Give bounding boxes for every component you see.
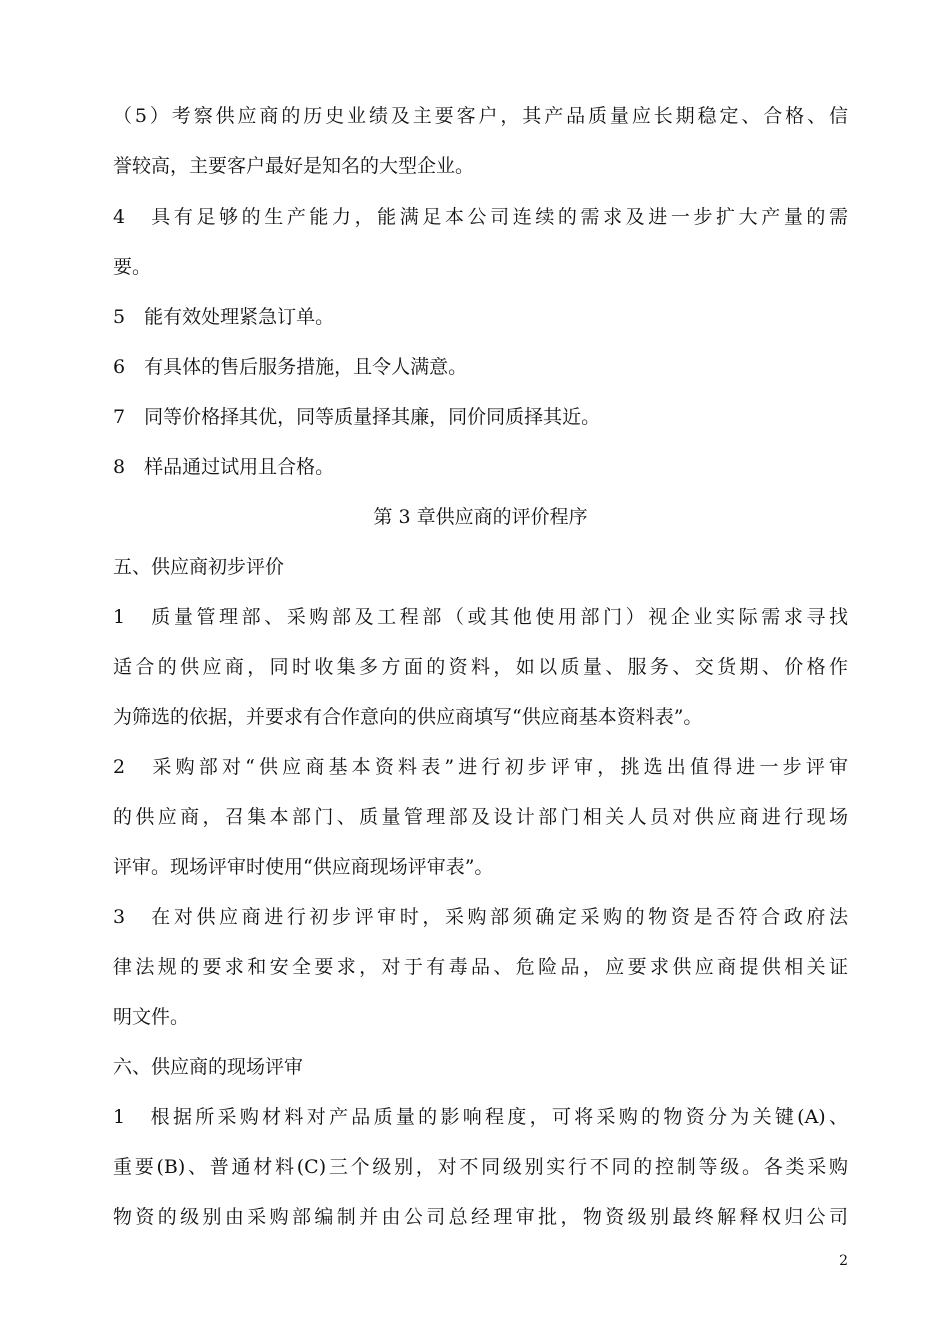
paragraph-line: 为筛选的依据，并要求有合作意向的供应商填写“供应商基本资料表”。 (113, 706, 703, 728)
paragraph-line: 评审。现场评审时使用“供应商现场评审表”。 (113, 856, 494, 878)
chapter-title: 第 3 章供应商的评价程序 (373, 506, 588, 528)
paragraph-line: 的供应商，召集本部门、质量管理部及设计部门相关人员对供应商进行现场 (113, 806, 848, 828)
paragraph-line: （5）考察供应商的历史业绩及主要客户，其产品质量应长期稳定、合格、信 (113, 105, 848, 127)
paragraph-line: 誉较高，主要客户最好是知名的大型企业。 (113, 155, 475, 177)
paragraph-line: 4 具有足够的生产能力，能满足本公司连续的需求及进一步扩大产量的需 (113, 206, 848, 228)
paragraph-line: 物资的级别由采购部编制并由公司总经理审批，物资级别最终解释权归公司 (113, 1206, 848, 1228)
page-number: 2 (839, 1253, 848, 1269)
paragraph-line: 1 质量管理部、采购部及工程部（或其他使用部门）视企业实际需求寻找 (113, 606, 848, 628)
paragraph-line: 5 能有效处理紧急订单。 (113, 306, 335, 328)
paragraph-line: 律法规的要求和安全要求，对于有毒品、危险品，应要求供应商提供相关证 (113, 956, 848, 978)
paragraph-line: 7 同等价格择其优，同等质量择其廉，同价同质择其近。 (113, 406, 601, 428)
paragraph-line: 2 采购部对“供应商基本资料表”进行初步评审，挑选出值得进一步评审 (113, 756, 848, 778)
paragraph-line: 明文件。 (113, 1006, 190, 1028)
section-heading: 六、供应商的现场评审 (113, 1056, 304, 1078)
paragraph-line: 重要(B)、普通材料(C)三个级别，对不同级别实行不同的控制等级。各类采购 (113, 1156, 848, 1178)
paragraph-line: 3 在对供应商进行初步评审时，采购部须确定采购的物资是否符合政府法 (113, 906, 848, 928)
section-heading: 五、供应商初步评价 (113, 556, 285, 578)
paragraph-line: 适合的供应商，同时收集多方面的资料，如以质量、服务、交货期、价格作 (113, 656, 848, 678)
paragraph-line: 6 有具体的售后服务措施，且令人满意。 (113, 356, 468, 378)
paragraph-line: 要。 (113, 256, 152, 278)
paragraph-line: 1 根据所采购材料对产品质量的影响程度，可将采购的物资分为关键(A)、 (113, 1106, 848, 1128)
paragraph-line: 8 样品通过试用且合格。 (113, 456, 335, 478)
